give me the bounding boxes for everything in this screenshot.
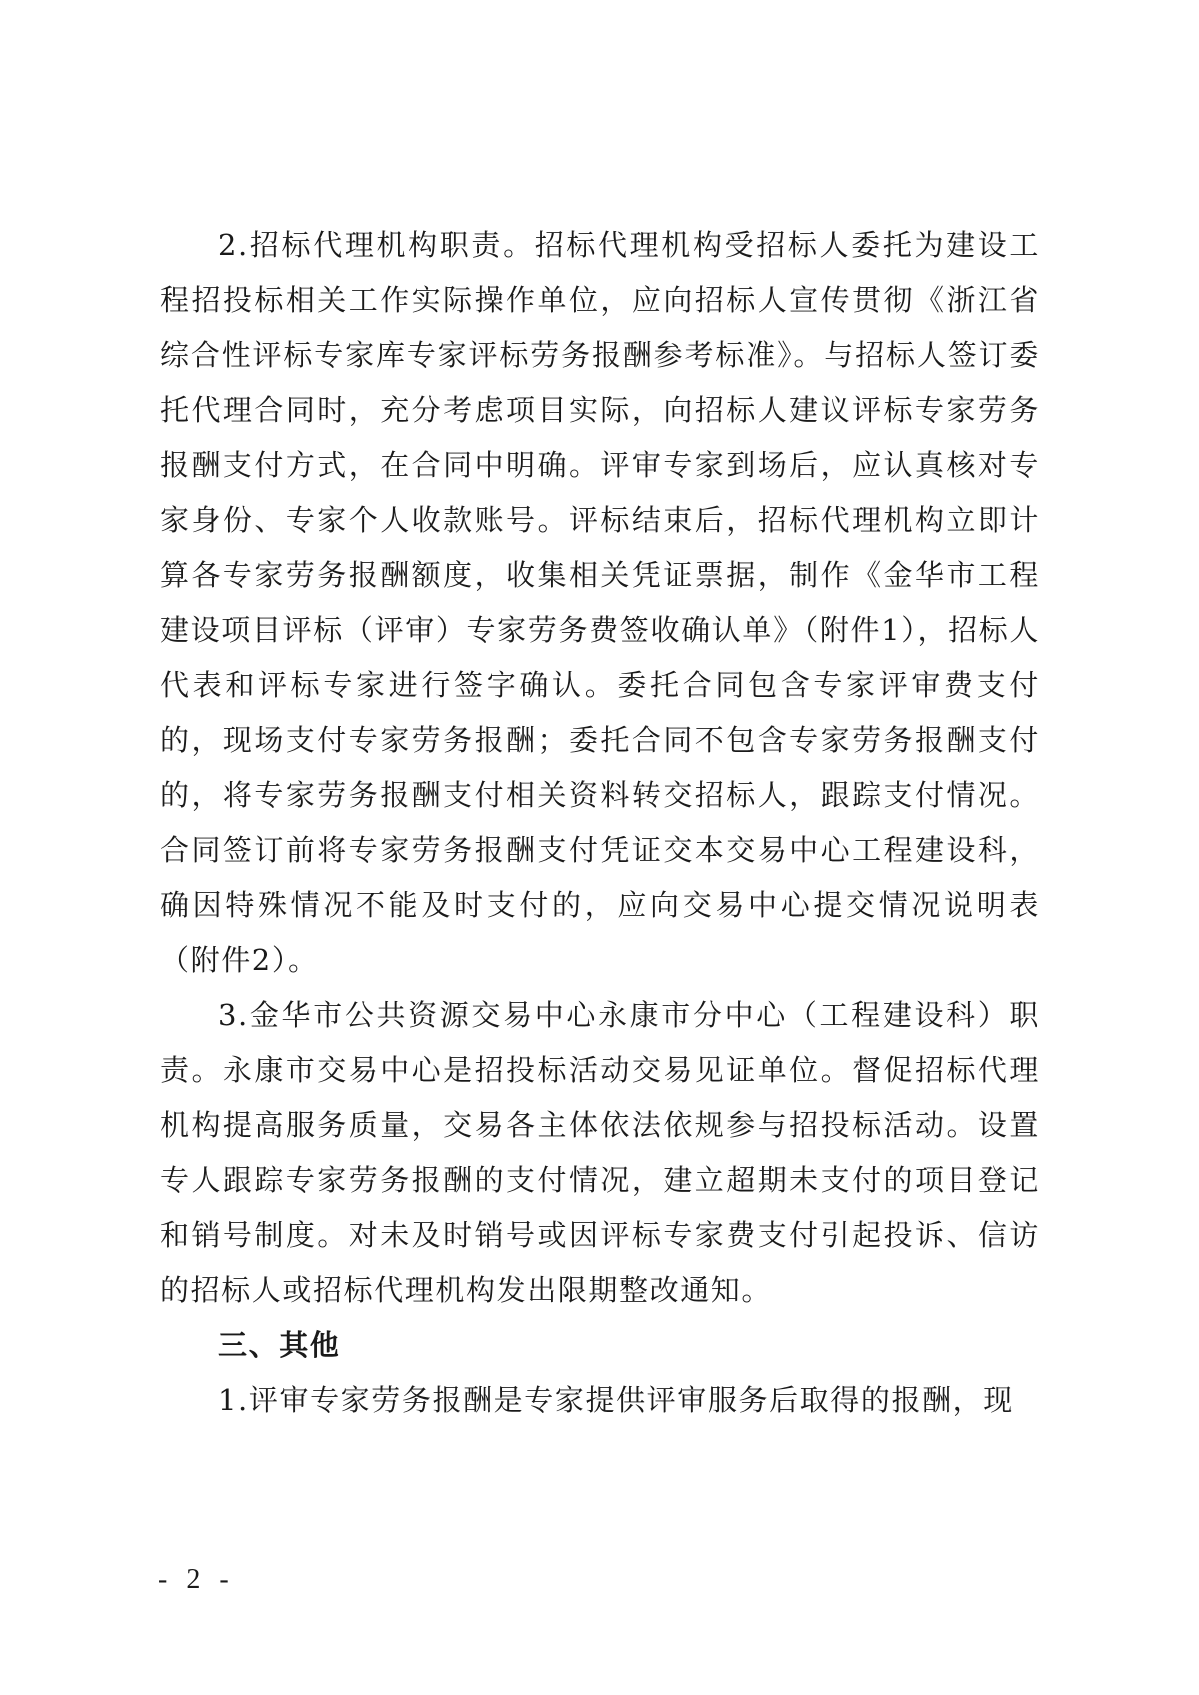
paragraph-expert-fee: 1.评审专家劳务报酬是专家提供评审服务后取得的报酬，现 xyxy=(218,1383,1014,1417)
page-number: - 2 - xyxy=(158,1564,235,1595)
section-heading-other: 三、其他 xyxy=(218,1328,341,1362)
paragraph-agency-duties: 2.招标代理机构职责。招标代理机构受招标人委托为建设工程招投标相关工作实际操作单位，应向招标人宣传贯彻《浙江省综合性评标专家库专家评标劳务报酬参考标准》。与招标人签订委托代理合同时，充分考虑项目实际，向招标人建议评标专家劳务报酬支付方式，在合同中明确。评审专家到场后，应认真核对专家身份、专家个人收款账号。评标结束后，招标代理机构立即计算各专家劳务报酬额度，收集相关凭证票据，制作《金华市工程建设项目评标（评审）专家劳务费签收确认单》（附件1），招标人代表和评标专家进行签字确认。委托合同包含专家评审费支付的，现场支付专家劳务报酬；委托合同不包含专家劳务报酬支付的，将专家劳务报酬支付相关资料转交招标人，跟踪支付情况。合同签订前将专家劳务报酬支付凭证交本交易中心工程建设科，确因特殊情况不能及时支付的，应向交易中心提交情况说明表（附件2）。 xyxy=(160,228,1040,977)
document-body xyxy=(160,218,1040,1428)
paragraph-center-duties: 3.金华市公共资源交易中心永康市分中心（工程建设科）职责。永康市交易中心是招投标活动交易见证单位。督促招标代理机构提高服务质量，交易各主体依法依规参与招投标活动。设置专人跟踪专家劳务报酬的支付情况，建立超期未支付的项目登记和销号制度。对未及时销号或因评标专家费支付引起投诉、信访的招标人或招标代理机构发出限期整改通知。 xyxy=(160,998,1040,1307)
